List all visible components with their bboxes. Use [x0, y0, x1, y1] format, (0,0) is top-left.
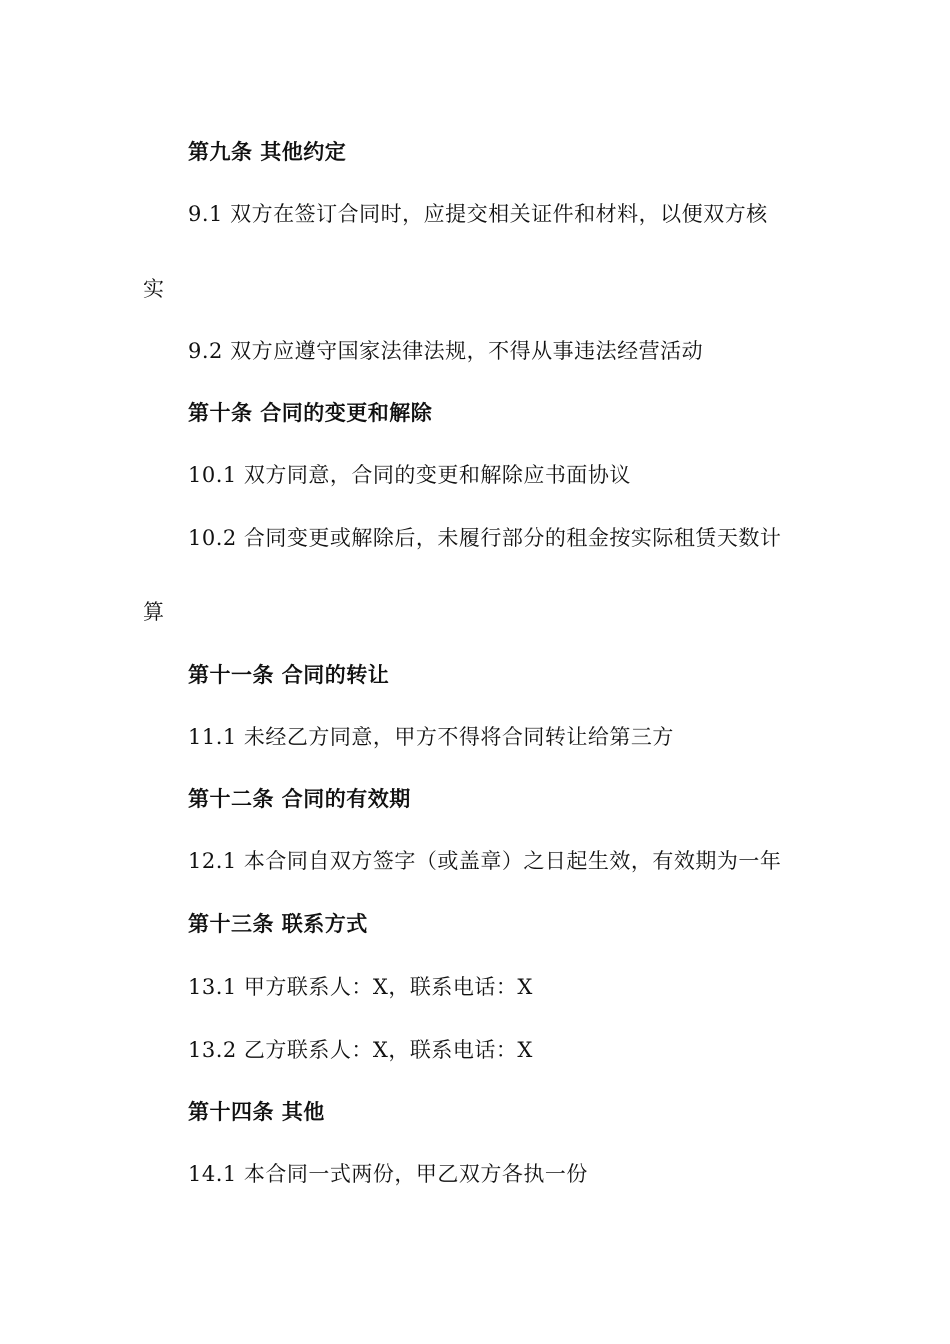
clause-13-2: 13.2 乙方联系人：X，联系电话：X	[188, 1038, 533, 1062]
article-10-heading: 第十条 合同的变更和解除	[188, 401, 433, 425]
article-11-heading: 第十一条 合同的转让	[188, 663, 390, 687]
article-9-heading: 第九条 其他约定	[188, 140, 347, 164]
clause-12-1: 12.1 本合同自双方签字（或盖章）之日起生效，有效期为一年	[188, 849, 782, 873]
article-14-heading: 第十四条 其他	[188, 1100, 325, 1124]
clause-11-1: 11.1 未经乙方同意，甲方不得将合同转让给第三方	[188, 725, 674, 749]
clause-9-1: 9.1 双方在签订合同时，应提交相关证件和材料，以便双方核	[188, 202, 768, 226]
article-13-heading: 第十三条 联系方式	[188, 912, 368, 936]
clause-10-2-wrap: 算	[143, 600, 165, 624]
clause-9-2: 9.2 双方应遵守国家法律法规，不得从事违法经营活动	[188, 339, 704, 363]
clause-10-2: 10.2 合同变更或解除后，未履行部分的租金按实际租赁天数计	[188, 526, 782, 550]
clause-10-1: 10.1 双方同意，合同的变更和解除应书面协议	[188, 463, 631, 487]
article-12-heading: 第十二条 合同的有效期	[188, 787, 411, 811]
clause-9-1-wrap: 实	[143, 277, 165, 301]
clause-14-1: 14.1 本合同一式两份，甲乙双方各执一份	[188, 1162, 588, 1186]
clause-13-1: 13.1 甲方联系人：X，联系电话：X	[188, 975, 533, 999]
